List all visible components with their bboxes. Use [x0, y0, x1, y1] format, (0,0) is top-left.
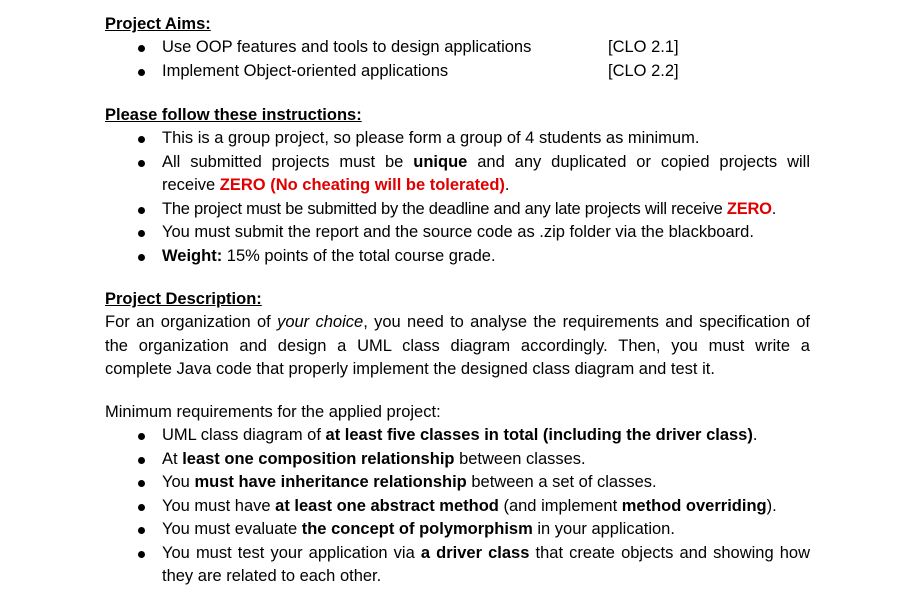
project-aims-heading: Project Aims:: [105, 15, 211, 33]
description-line: the organization and design a UML class diagram accordingly. Then, you must write a: [105, 336, 810, 355]
aim-clo: [CLO 2.1]: [608, 38, 679, 56]
instruction-text: 15% points of the total course grade.: [222, 246, 496, 265]
project-description-heading: Project Description:: [105, 290, 262, 308]
list-item: [105, 495, 810, 519]
bullet-icon: [138, 69, 145, 76]
instruction-text: The project must be submitted by the deadline and any late projects will receive: [162, 199, 727, 218]
description-text: For an organization of: [105, 313, 278, 331]
requirement-bold: method overriding: [621, 496, 767, 515]
list-item: [105, 151, 810, 198]
description-line: [105, 311, 810, 335]
requirement-line: [162, 542, 810, 566]
bullet-icon: [138, 45, 145, 52]
instruction-text: All submitted projects must be: [162, 152, 414, 171]
requirement-line: they are related to each other.: [162, 567, 382, 585]
description-italic: your choice: [277, 313, 364, 331]
aim-clo: [CLO 2.2]: [608, 61, 679, 80]
requirement-text: You must test your application via: [162, 543, 421, 562]
requirement-text: You must evaluate: [162, 520, 302, 538]
requirement-text: (and implement: [498, 496, 622, 515]
bullet-icon: [138, 551, 145, 558]
requirement-text: You must have: [162, 496, 276, 515]
warning-text: ZERO: [726, 199, 772, 218]
requirement-text: You: [162, 473, 195, 491]
instruction-text: receive: [162, 176, 220, 194]
instruction-line: [162, 174, 810, 198]
bullet-icon: [138, 207, 145, 214]
requirement-bold: a driver class: [420, 543, 530, 562]
bullet-icon: [138, 136, 145, 143]
list-item: [105, 127, 810, 151]
list-item: [105, 448, 810, 472]
bullet-icon: [138, 480, 145, 487]
instruction-text: .: [504, 176, 510, 194]
instruction-bold: unique: [413, 152, 468, 171]
list-item: [105, 424, 810, 448]
instruction-line: [162, 151, 810, 175]
list-item: [105, 471, 810, 495]
list-item: [105, 518, 810, 542]
requirement-bold: at least one abstract method: [275, 496, 499, 515]
list-item: [105, 542, 810, 589]
bullet-icon: [138, 504, 145, 511]
requirement-text: in your application.: [532, 520, 675, 538]
bullet-icon: [138, 433, 145, 440]
bullet-icon: [138, 457, 145, 464]
requirement-text: UML class diagram of: [162, 426, 326, 444]
requirement-text: At: [162, 449, 183, 468]
requirements-list: [105, 424, 810, 589]
requirement-bold: the concept of polymorphism: [301, 520, 533, 538]
requirement-text: .: [752, 426, 758, 444]
aim-text: Use OOP features and tools to design applications: [162, 38, 532, 56]
list-item: [105, 36, 810, 60]
document-page: [105, 13, 810, 589]
requirement-bold: least one composition relationship: [182, 449, 455, 468]
project-aims-list: [105, 36, 810, 83]
instruction-text: and any duplicated or copied projects will: [467, 152, 810, 171]
requirement-bold: must have inheritance relationship: [194, 473, 467, 491]
instruction-text: .: [771, 199, 777, 218]
requirement-text: that create objects and showing how: [529, 543, 810, 562]
warning-text: ZERO (No cheating will be tolerated): [219, 176, 505, 194]
description-text: , you need to analyse the requirements and specification of: [363, 313, 810, 331]
requirement-text: ).: [766, 496, 777, 515]
list-item: [105, 60, 810, 84]
instruction-text: This is a group project, so please form a group of 4 students as minimum.: [162, 129, 700, 147]
instruction-line: [162, 200, 776, 218]
bullet-icon: [138, 160, 145, 167]
bullet-icon: [138, 527, 145, 534]
bullet-icon: [138, 254, 145, 261]
requirement-text: between a set of classes.: [466, 473, 657, 491]
aim-text: Implement Object-oriented applications: [162, 61, 449, 80]
instruction-text: You must submit the report and the source code as .zip folder via the blackboard.: [162, 223, 754, 241]
bullet-icon: [138, 230, 145, 237]
description-line: complete Java code that properly implement the designed class diagram and test it.: [105, 360, 715, 378]
instructions-heading: Please follow these instructions:: [105, 106, 362, 124]
requirements-intro: Minimum requirements for the applied project:: [105, 402, 441, 421]
requirement-text: between classes.: [454, 449, 586, 468]
instructions-list: [105, 127, 810, 268]
description-paragraph: [105, 311, 810, 382]
list-item: [105, 221, 810, 245]
list-item: [105, 198, 810, 222]
list-item: [105, 245, 810, 269]
instruction-bold: Weight:: [162, 246, 223, 265]
requirement-bold: at least five classes in total (including the driver class): [325, 426, 753, 444]
